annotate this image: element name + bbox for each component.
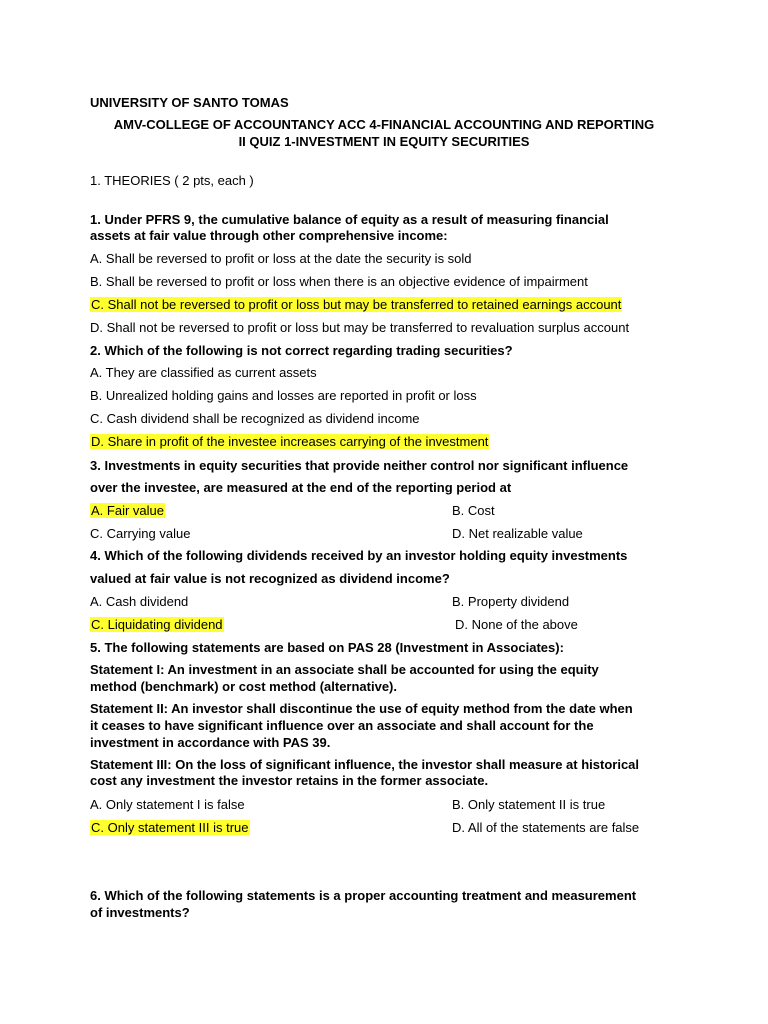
q1-option-a: A. Shall be reversed to profit or loss at the date the security is sold — [90, 251, 472, 266]
q2-stem: 2. Which of the following is not correct regarding trading securities? — [90, 343, 513, 358]
section-title: 1. THEORIES ( 2 pts, each ) — [90, 173, 254, 188]
q5-option-a: A. Only statement I is false — [90, 797, 245, 812]
q2-option-c: C. Cash dividend shall be recognized as dividend income — [90, 411, 420, 426]
q2-option-d — [90, 433, 489, 450]
q5-statement1-line2: method (benchmark) or cost method (alternative). — [90, 679, 397, 694]
q3-option-a — [90, 502, 165, 519]
q4-option-c — [90, 616, 224, 633]
q2-answer-highlight: D. Share in profit of the investee increases carrying of the investment — [91, 434, 489, 449]
q6-stem-line1: 6. Which of the following statements is a proper accounting treatment and measurement — [90, 888, 637, 903]
q1-option-b: B. Shall be reversed to profit or loss when there is an objective evidence of impairment — [90, 274, 588, 289]
q4-stem-line2: valued at fair value is not recognized as dividend income? — [90, 571, 450, 586]
q4-stem-line1: 4. Which of the following dividends received by an investor holding equity investments — [90, 548, 628, 563]
q3-stem-line2: over the investee, are measured at the end of the reporting period at — [90, 480, 512, 495]
university-name: UNIVERSITY OF SANTO TOMAS — [90, 95, 289, 110]
q3-answer-highlight: A. Fair value — [91, 503, 164, 518]
q5-statement1-line1: Statement I: An investment in an associate shall be accounted for using the equity — [90, 662, 599, 677]
q1-option-d: D. Shall not be reversed to profit or loss but may be transferred to revaluation surplus account — [90, 320, 630, 335]
q6-stem-line2: of investments? — [90, 905, 190, 920]
q3-option-d: D. Net realizable value — [452, 526, 583, 541]
q5-stem: 5. The following statements are based on PAS 28 (Investment in Associates): — [90, 640, 564, 655]
q5-statement3-line2: cost any investment the investor retains in the former associate. — [90, 773, 489, 788]
q1-stem-line2: assets at fair value through other comprehensive income: — [90, 228, 448, 243]
course-title-line1: AMV-COLLEGE OF ACCOUNTANCY ACC 4-FINANCIAL ACCOUNTING AND REPORTING — [113, 117, 655, 132]
q3-option-b: B. Cost — [452, 503, 495, 518]
q1-stem-line1: 1. Under PFRS 9, the cumulative balance of equity as a result of measuring financial — [90, 212, 609, 227]
q1-answer-highlight: C. Shall not be reversed to profit or loss but may be transferred to retained earnings account — [91, 297, 622, 312]
q5-statement3-line1: Statement III: On the loss of significant influence, the investor shall measure at historical — [90, 757, 640, 772]
q5-statement2-line3: investment in accordance with PAS 39. — [90, 735, 331, 750]
q5-answer-highlight: C. Only statement III is true — [91, 820, 249, 835]
course-title-line2: II QUIZ 1-INVESTMENT IN EQUITY SECURITIES — [238, 134, 530, 149]
q5-statement2-line1: Statement II: An investor shall discontinue the use of equity method from the date when — [90, 701, 633, 716]
q1-option-c — [90, 296, 622, 313]
q5-option-c — [90, 819, 250, 836]
q2-option-a: A. They are classified as current assets — [90, 365, 317, 380]
q4-option-a: A. Cash dividend — [90, 594, 189, 609]
q2-option-b: B. Unrealized holding gains and losses are reported in profit or loss — [90, 388, 477, 403]
q5-option-b: B. Only statement II is true — [452, 797, 606, 812]
q4-option-b: B. Property dividend — [452, 594, 570, 609]
q4-answer-highlight: C. Liquidating dividend — [91, 617, 223, 632]
q5-statement2-line2: it ceases to have significant influence over an associate and shall account for the — [90, 718, 594, 733]
q5-option-d: D. All of the statements are false — [452, 820, 640, 835]
q3-option-c: C. Carrying value — [90, 526, 191, 541]
q4-option-d: D. None of the above — [455, 617, 578, 632]
q3-stem-line1: 3. Investments in equity securities that provide neither control nor significant influence — [90, 458, 629, 473]
